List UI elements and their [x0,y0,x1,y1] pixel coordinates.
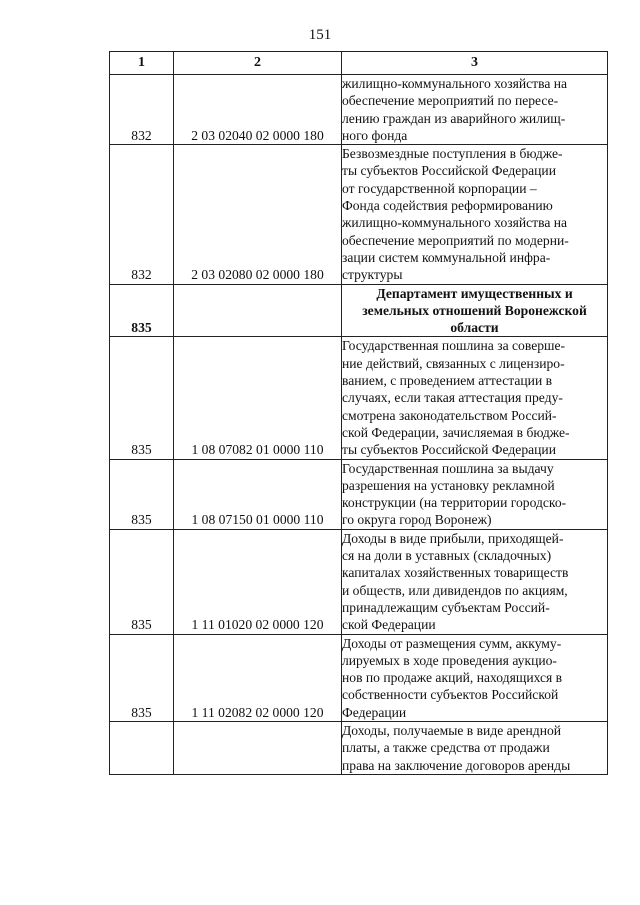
table-row [110,145,608,284]
budget-code-cell: 1 08 07150 01 0000 110 [174,459,342,529]
column-header-2: 2 [174,52,342,75]
table-row [110,459,608,529]
revenue-codes-table [109,51,608,775]
description-cell: Доходы, получаемые в виде арендной платы, а также средства от продажи права на заключение договоров аренды [342,721,608,774]
description-cell: Государственная пошлина за выдачу разрешения на установку рекламной конструкции (на территории городско- го округа город Воронеж) [342,459,608,529]
table-row [110,634,608,721]
budget-code-cell: 2 03 02080 02 0000 180 [174,145,342,284]
admin-code-cell: 835 [110,284,174,337]
table-row [110,75,608,145]
budget-code-cell [174,721,342,774]
table-row-section-heading [110,284,608,337]
column-header-1: 1 [110,52,174,75]
description-cell: Безвозмездные поступления в бюдже- ты субъектов Российской Федерации от государственной корпорации – Фонда содействия реформированию жилищно-коммунального хозяйства на обеспечение мероприятий по модерни- зации систем коммунальной инфра- структуры [342,145,608,284]
table-row [110,721,608,774]
admin-code-cell: 832 [110,75,174,145]
table-header-row [110,52,608,75]
description-cell: Доходы в виде прибыли, приходящей- ся на доли в уставных (складочных) капиталах хозяйственных товариществ и обществ, или дивидендов по акциям, принадлежащим субъектам Россий- ской Федерации [342,529,608,634]
description-cell: жилищно-коммунального хозяйства на обеспечение мероприятий по пересе- лению граждан из аварийного жилищ- ного фонда [342,75,608,145]
budget-code-cell [174,284,342,337]
table-row [110,529,608,634]
description-cell: Государственная пошлина за соверше- ние действий, связанных с лицензиро- ванием, с проведением аттестации в случаях, если такая аттестация преду- смотрена законодательством Россий- ской Федерации, зачисляемая в бюдже- ты субъектов Российской Федерации [342,337,608,459]
admin-code-cell: 835 [110,634,174,721]
admin-code-cell: 835 [110,529,174,634]
column-header-3: 3 [342,52,608,75]
admin-code-cell: 835 [110,459,174,529]
admin-code-cell: 835 [110,337,174,459]
budget-code-cell: 1 08 07082 01 0000 110 [174,337,342,459]
table-row [110,337,608,459]
description-cell: Доходы от размещения сумм, аккуму- лируемых в ходе проведения аукцио- нов по продаже акций, находящихся в собственности субъектов Российской Федерации [342,634,608,721]
admin-code-cell [110,721,174,774]
admin-code-cell: 832 [110,145,174,284]
budget-code-cell: 1 11 01020 02 0000 120 [174,529,342,634]
department-heading-cell: Департамент имущественных и земельных отношений Воронежской области [342,284,608,337]
budget-code-cell: 1 11 02082 02 0000 120 [174,634,342,721]
budget-code-cell: 2 03 02040 02 0000 180 [174,75,342,145]
page-number: 151 [308,27,332,43]
